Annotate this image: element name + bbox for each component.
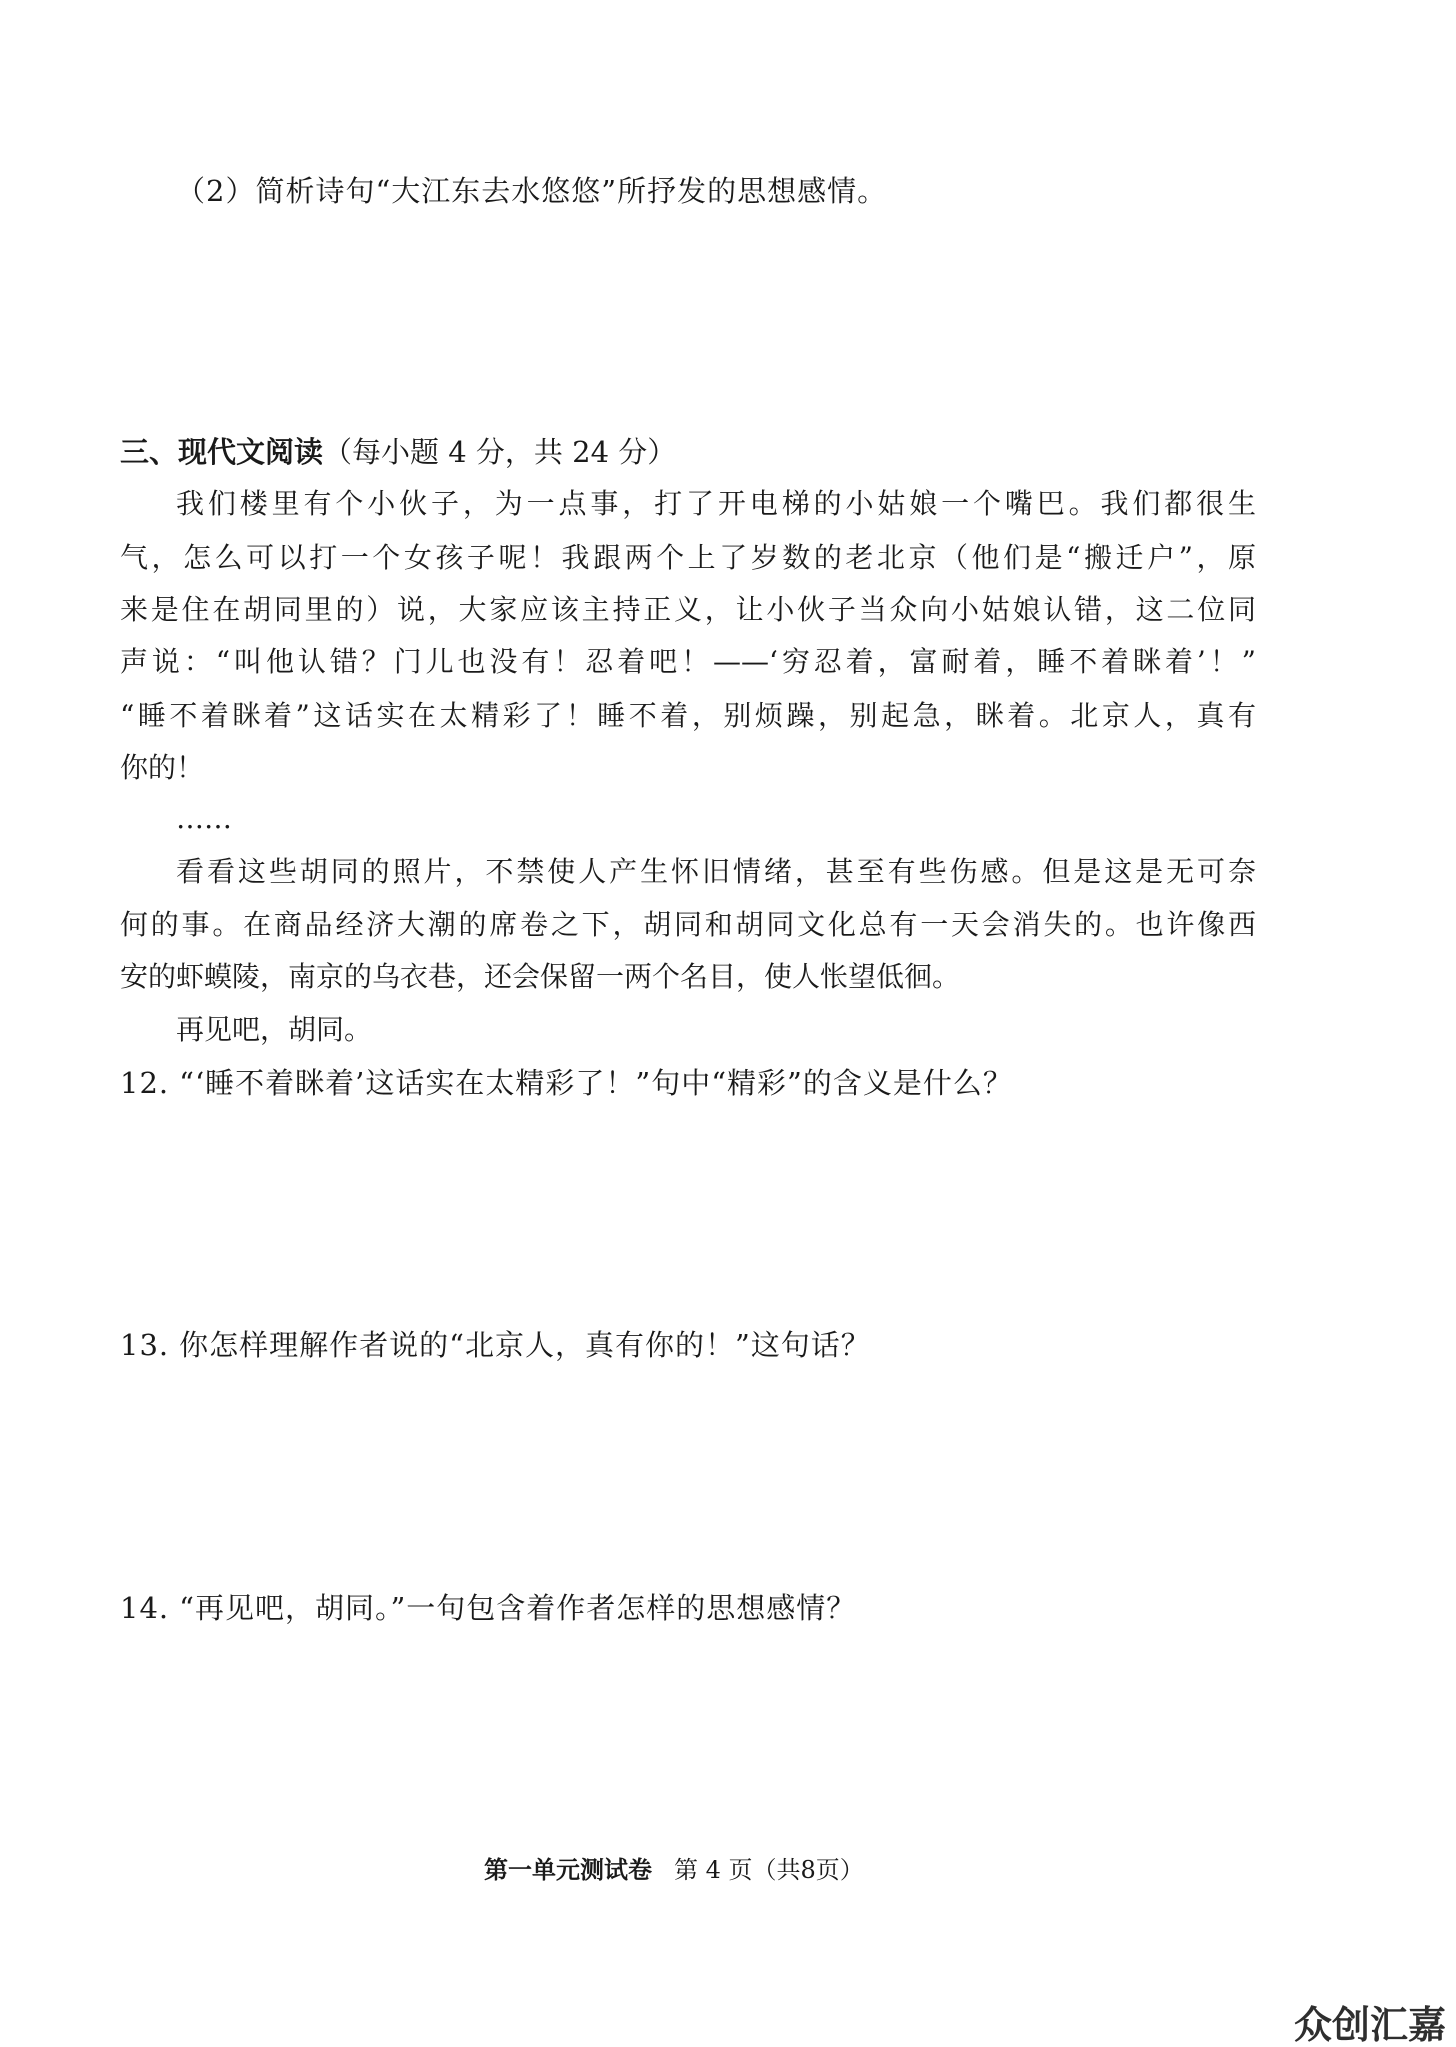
question-14: [120, 1588, 1256, 1628]
question-number: 12.: [120, 1066, 170, 1100]
passage-line: 来是住在胡同里的）说，大家应该主持正义，让小伙子当众向小姑娘认错，这二位同: [120, 593, 1256, 626]
question-2-subitem: （2）简析诗句“大江东去水悠悠”所抒发的思想感情。: [176, 174, 888, 208]
passage-line: “睡不着眯着”这话实在太精彩了！睡不着，别烦躁，别起急，眯着。北京人，真有: [120, 699, 1256, 732]
question-number: 14.: [120, 1591, 170, 1625]
passage-line: 安的虾蟆陵，南京的乌衣巷，还会保留一两个名目，使人怅望低徊。: [120, 960, 961, 993]
question-12: [120, 1063, 1256, 1103]
passage-line: 何的事。在商品经济大潮的席卷之下，胡同和胡同文化总有一天会消失的。也许像西: [120, 908, 1256, 941]
passage-ellipsis: ……: [176, 802, 232, 835]
question-text: “再见吧，胡同。”一句包含着作者怎样的思想感情？: [179, 1591, 857, 1625]
section-heading: [120, 432, 1256, 472]
question-number: 13.: [120, 1328, 170, 1362]
footer-test-title: 第一单元测试卷: [484, 1855, 652, 1884]
section-score-note: （每小题 4 分，共 24 分）: [323, 435, 677, 469]
question-13: [120, 1325, 1256, 1365]
passage-line: 你的！: [120, 751, 205, 784]
passage-line: 看看这些胡同的照片，不禁使人产生怀旧情绪，甚至有些伤感。但是这是无可奈: [176, 855, 1256, 888]
question-text: 你怎样理解作者说的“北京人，真有你的！”这句话？: [179, 1328, 871, 1362]
passage-line: 气，怎么可以打一个女孩子呢！我跟两个上了岁数的老北京（他们是“搬迁户”，原: [120, 541, 1256, 574]
section-title: 三、现代文阅读: [120, 435, 324, 469]
passage-line: 再见吧，胡同。: [176, 1013, 373, 1046]
passage-line: 声说：“叫他认错？门儿也没有！忍着吧！——‘穷忍着，富耐着，睡不着眯着’！”: [120, 645, 1256, 678]
passage-line: 我们楼里有个小伙子，为一点事，打了开电梯的小姑娘一个嘴巴。我们都很生: [176, 487, 1256, 520]
footer-page-number: 第 4 页（共8页）: [674, 1856, 864, 1884]
page-footer: [484, 1852, 864, 1888]
question-text: “‘睡不着眯着’这话实在太精彩了！”句中“精彩”的含义是什么？: [179, 1066, 1013, 1100]
watermark-logo: 众创汇嘉: [1294, 2003, 1447, 2047]
